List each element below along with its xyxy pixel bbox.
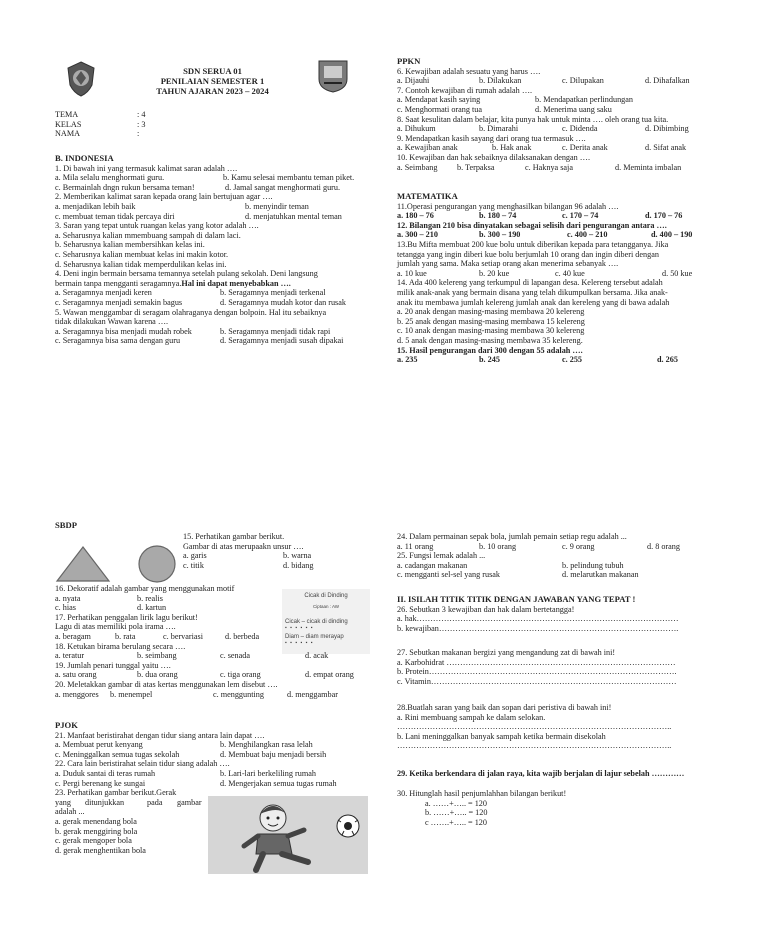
option: b. Seragamnya menjadi terkenal: [220, 288, 326, 298]
option: c. Derita anak: [562, 143, 608, 153]
question: pada: [147, 797, 163, 807]
option: d. gerak menghentikan bola: [55, 845, 146, 855]
option: d. Sifat anak: [645, 143, 687, 153]
option: c. 170 – 74: [562, 211, 599, 221]
option: d. Dibimbing: [645, 124, 689, 134]
option: a. 180 – 76: [397, 211, 434, 221]
question: gambar: [177, 797, 202, 807]
school-emblem-logo: [315, 57, 351, 96]
option: a. 20 anak dengan masing-masing membawa 20 kelereng: [397, 307, 585, 317]
soccer-boy-illustration: [208, 796, 368, 874]
option: d. Meminta imbalan: [615, 162, 682, 172]
option: c. Menghormati orang tua: [397, 104, 483, 114]
question: 3. Saran yang tepat untuk ruangan kelas yang kotor adalah ….: [55, 221, 259, 231]
option: a. Seragamnya menjadi keren: [55, 288, 152, 298]
option: b. Hak anak: [492, 143, 532, 153]
option: b. 180 – 74: [479, 211, 517, 221]
question: 13.Bu Mifta membuat 200 kue bolu untuk diberikan kepada para tetangganya. Jika: [397, 239, 669, 249]
question: 24. Dalam permainan sepak bola, jumlah pemain setiap regu adalah ...: [397, 532, 627, 541]
answer-line[interactable]: ………………………………………………………………………………………..: [397, 722, 672, 732]
option: a. teratur: [55, 651, 85, 661]
question: anak itu membawa jumlah kelereng jumlah anak dan kereleng yang di bawa adalah: [397, 297, 670, 307]
option: d. 50 kue: [662, 268, 693, 278]
option: d. Mengerjakan semua tugas rumah: [220, 778, 337, 788]
option: d. Menerima uang saku: [535, 104, 612, 114]
option: a. beragam: [55, 631, 91, 641]
school-year: TAHUN AJARAN 2023 – 2024: [156, 86, 269, 96]
question: 8. Saat kesulitan dalam belajar, kita punya hak untuk minta …. oleh orang tua kita.: [397, 114, 669, 124]
option: a. satu orang: [55, 670, 97, 680]
option: b. Mendapatkan perlindungan: [535, 95, 633, 105]
exam-title: PENILAIAN SEMESTER 1: [160, 76, 265, 86]
option: a. nyata: [55, 593, 81, 603]
option: b. dua orang: [137, 670, 178, 680]
option: c. senada: [220, 651, 251, 661]
option: b. 20 kue: [479, 268, 510, 278]
option: c. hias: [55, 603, 76, 613]
question: yang: [55, 797, 71, 807]
option: c. Meninggalkan semua tugas sekolah: [55, 749, 180, 759]
question: 20. Meletakkan gambar di atas kertas menggunakan lem disebut ….: [55, 679, 278, 689]
option: d. empat orang: [305, 670, 354, 680]
section-title: PPKN: [397, 56, 421, 66]
question: a. Rini membuang sampah ke dalam selokan.: [397, 712, 546, 722]
school-name: SDN SERUA 01: [183, 66, 242, 76]
option: b. Dilakukan: [479, 76, 522, 86]
circle-shape: [137, 544, 177, 584]
question: b. Lani meninggalkan banyak sampah ketika bermain disekolah: [397, 731, 606, 741]
info-value: : 3: [137, 119, 146, 129]
option: d. Jamal sangat menghormati guru.: [225, 182, 341, 192]
question: Lagu di atas memiliki pola irama ….: [55, 622, 176, 632]
option: c. Pergi berenang ke sungai: [55, 778, 146, 788]
question: 25. Fungsi lemak adalah ...: [397, 551, 486, 561]
option: d. menjatuhkan mental teman: [245, 211, 342, 221]
option: a. Dihukum: [397, 124, 436, 134]
option: d. kartun: [137, 603, 167, 613]
question: 10. Kewajiban dan hak sebaiknya dilaksanakan dengan ….: [397, 152, 591, 162]
question: tidak dilakukan Wawan karena ….: [55, 317, 169, 327]
option: c. 400 – 210: [567, 230, 608, 240]
option: b. 25 anak dengan masing-masing membawa 15 kelereng: [397, 316, 585, 326]
option: c. bervariasi: [163, 631, 204, 641]
option: a. Seragamnya bisa menjadi mudah robek: [55, 326, 192, 336]
question: 30. Hitunglah hasil penjumlahhan bilangan berikut!: [397, 789, 567, 798]
option: b. menyindir teman: [245, 201, 309, 211]
question: jumlah yang sama. Maka setiap orang akan menerima sebanyak ….: [397, 259, 619, 269]
question: adalah ...: [55, 807, 85, 817]
option: b. Dimarahi: [479, 124, 519, 134]
question: 2. Memberikan kalimat saran kepada orang lain bertujuan agar ….: [55, 192, 273, 202]
option: a. Kewajiban anak: [397, 143, 458, 153]
question: 27. Sebutkan makanan bergizi yang mengandung zat di bawah ini!: [397, 648, 616, 657]
question: 23. Perhatikan gambar berikut.Gerak: [55, 788, 177, 798]
option: b. realis: [137, 593, 163, 603]
option: d. 170 – 76: [645, 211, 683, 221]
info-label: TEMA: [55, 110, 79, 119]
option: b. 300 – 190: [479, 230, 521, 240]
info-value: :: [137, 129, 140, 139]
question: bermain tanpa mengganti seragamnya.: [55, 278, 182, 288]
question: 12. Bilangan 210 bisa dinyatakan sebagai selisih dari pengurangan antara ….: [397, 220, 667, 230]
question: 26. Sebutkan 3 kewajiban dan hak dalam bertetangga!: [397, 604, 575, 614]
option: a. 10 kue: [397, 268, 427, 278]
option: a. Dijauhi: [397, 76, 430, 86]
info-label: NAMA: [55, 129, 81, 139]
lyric-credit: Ciptaan : AW: [312, 604, 340, 609]
option: d. menggambar: [287, 689, 338, 699]
option: d. Seragamnya mudah kotor dan rusak: [220, 297, 346, 307]
question-emphasis: Hal ini dapat menyebabkan ….: [181, 278, 291, 288]
option: c. Dilupakan: [562, 76, 604, 86]
option: c. gerak mengoper bola: [55, 836, 132, 846]
question: 15. Hasil pengurangan dari 300 dengan 55 adalah ….: [397, 345, 583, 355]
option: b. Terpaksa: [457, 162, 495, 172]
question: 11.Operasi pengurangan yang menghasilkan bilangan 96 adalah ….: [397, 201, 619, 211]
section-title: II. ISILAH TITIK TITIK DENGAN JAWABAN YANG TEPAT !: [397, 594, 636, 604]
option: c. Seharusnya kalian membuat kelas ini makin kotor.: [55, 249, 229, 259]
info-value: : 4: [137, 110, 146, 119]
option: a. Membuat perut kenyang: [55, 740, 143, 750]
option: a. Mendapat kasih saying: [397, 95, 481, 105]
option: c. Seragamnya menjadi semakin bagus: [55, 297, 183, 307]
option: d. 265: [657, 355, 678, 365]
option: b. rata: [115, 631, 136, 641]
option: b. seimbang: [137, 651, 177, 661]
option: b. warna: [283, 551, 312, 561]
section-title: PJOK: [55, 720, 78, 730]
question: 9. Mendapatkan kasih sayang dari orang tua termasuk ….: [397, 133, 586, 143]
option: a. garis: [183, 551, 207, 561]
option: c. Haknya saja: [525, 162, 573, 172]
option: a. 11 orang: [397, 541, 434, 551]
option: b. 10 orang: [479, 541, 517, 551]
option: d. acak: [305, 651, 329, 661]
option: d. Dihafalkan: [645, 76, 690, 86]
option: c. Didenda: [562, 124, 598, 134]
option: b. 245: [479, 355, 500, 365]
question: milik anak-anak yang bermain disana yang telah dikumpulkan bersama. Jika anak-: [397, 287, 668, 297]
answer-line[interactable]: ………………………………………………………………………………………..: [397, 741, 672, 751]
question: tetangga yang ingin diberi kue bolu berjumlah 10 orang dan ingin diberi dengan: [397, 249, 659, 259]
answer-line[interactable]: b. kewajiban…………………………………………………………………………….: [397, 623, 679, 633]
question: 19. Jumlah penari tunggal yaitu ….: [55, 660, 171, 670]
option: c. 255: [562, 355, 583, 365]
option: d. bidang: [283, 560, 314, 570]
question: 17. Perhatikan penggalan lirik lagu berikut!: [55, 612, 198, 622]
lyric-box: Cicak di Dinding Ciptaan : AW Cicak – cicak di dinding ▪ ▪ ▪ ▪ ▪ ▪ Diam – diam merayap ▪ ▪ ▪ ▪ ▪ ▪: [282, 589, 370, 654]
lyric-title: Cicak di Dinding: [304, 593, 348, 599]
option: b. gerak menggiring bola: [55, 826, 138, 836]
option: c. 10 anak dengan masing-masing membawa 30 kelereng: [397, 326, 585, 336]
question: 22. Cara lain beristirahat selain tidur siang adalah ….: [55, 759, 230, 769]
option: d. Seharusnya kalian tidak memperdulikan kelas ini.: [55, 259, 227, 269]
lyric-line: Diam – diam merayap: [285, 634, 344, 640]
section-title: B. INDONESIA: [55, 153, 114, 163]
option: d. 400 – 190: [651, 230, 693, 240]
info-label: KELAS: [55, 119, 82, 129]
lyric-line: Cicak – cicak di dinding: [285, 619, 348, 625]
option: b. pelindung tubuh: [562, 560, 624, 570]
question: 29. Ketika berkendara di jalan raya, kita wajib berjalan di lajur sebelah …………: [397, 769, 685, 778]
question: 18. Ketukan birama berulang secara ….: [55, 641, 186, 651]
option: c. Bermainlah dngn rukun bersama teman!: [55, 182, 195, 192]
option: a. menggores: [55, 689, 99, 699]
option: b. menempel: [110, 689, 153, 699]
question: 6. Kewajiban adalah sesuatu yang harus ….: [397, 66, 541, 76]
option: a. cadangan makanan: [397, 560, 468, 570]
question: Gambar di atas merupaakn unsur ….: [183, 541, 304, 551]
question: 21. Manfaat beristirahat dengan tidur siang antara lain dapat ….: [55, 730, 265, 740]
question: 28.Buatlah saran yang baik dan sopan dari peristiva di bawah ini!: [397, 703, 612, 712]
option: c. menggunting: [213, 689, 264, 699]
answer-line[interactable]: a. ……+….. = 120: [425, 798, 487, 808]
answer-line[interactable]: a. Karbohidrat …………………………………………………………………………: [397, 657, 676, 667]
option: c. tiga orang: [220, 670, 261, 680]
section-title: MATEMATIKA: [397, 191, 458, 201]
question: ditunjukkan: [85, 797, 125, 807]
triangle-shape: [55, 545, 111, 583]
option: a. Seharusnya kalian mmembuang sampah di dalam laci.: [55, 230, 241, 240]
answer-line[interactable]: a. hak……………………………………………………………………………………: [397, 614, 679, 624]
question: 7. Contoh kewajiban di rumah adalah ….: [397, 85, 533, 95]
question: 14. Ada 400 kelereng yang terkumpul di lapangan desa. Kelereng tersebut adalah: [397, 278, 663, 288]
section-ppkn: [397, 57, 717, 172]
option: c. membuat teman tidak percaya diri: [55, 211, 175, 221]
answer-line[interactable]: c. Vitamin………………………………………………………………………………: [397, 676, 677, 686]
option: c. 40 kue: [555, 268, 585, 278]
option: a. 235: [397, 355, 418, 365]
option: b. Menghilangkan rasa lelah: [220, 740, 313, 750]
tut-wuri-logo: [66, 61, 96, 100]
option: d. melarutkan makanan: [562, 570, 639, 580]
option: b. Kamu selesai membantu teman piket.: [223, 173, 355, 183]
question: 15. Perhatikan gambar berikut.: [183, 532, 285, 541]
option: b. Lari-lari berkeliling rumah: [220, 768, 316, 778]
question: 1. Di bawah ini yang termasuk kalimat saran adalah ….: [55, 163, 238, 173]
answer-line[interactable]: b. ……+….. = 120: [425, 808, 488, 818]
section-title: SBDP: [55, 520, 77, 530]
answer-line[interactable]: c …….+….. = 120: [425, 817, 487, 827]
option: a. Duduk santai di teras rumah: [55, 768, 156, 778]
question: 4. Deni ingin bermain bersama temannya setelah pulang sekolah. Deni langsung: [55, 269, 318, 279]
option: c. mengganti sel-sel yang rusak: [397, 570, 500, 580]
question: 16. Dekoratif adalah gambar yang menggunakan motif: [55, 584, 235, 593]
option: b. Seragamnya menjadi tidak rapi: [220, 326, 331, 336]
section-bindo: [55, 154, 375, 346]
option: d. 5 anak dengan masing-masing membawa 35 kelereng.: [397, 335, 583, 345]
option: b. Seharusnya kalian membersihkan kelas ini.: [55, 240, 205, 250]
answer-line[interactable]: b. Protein……………………………………………………………………………….: [397, 667, 677, 677]
option: c. titik: [183, 560, 204, 570]
section-mtk: [397, 192, 717, 365]
option: c. Seragamnya bisa sama dengan guru: [55, 336, 181, 346]
option: c. 9 orang: [562, 541, 595, 551]
option: d. berbeda: [225, 631, 260, 641]
option: a. Seimbang: [397, 162, 438, 172]
option: a. Mila selalu menghormati guru.: [55, 173, 165, 183]
option: d. 8 orang: [647, 541, 680, 551]
option: d. Seragamnya menjadi susah dipakai: [220, 336, 344, 346]
option: a. 300 – 210: [397, 230, 438, 240]
option: a. gerak menendang bola: [55, 816, 137, 826]
option: d. Membuat baju menjadi bersih: [220, 749, 327, 759]
option: a. menjadikan lebih baik: [55, 201, 136, 211]
question: 5. Wawan menggambar di seragam olahraganya dengan bolpoin. Hal itu sebaiknya: [55, 307, 327, 317]
